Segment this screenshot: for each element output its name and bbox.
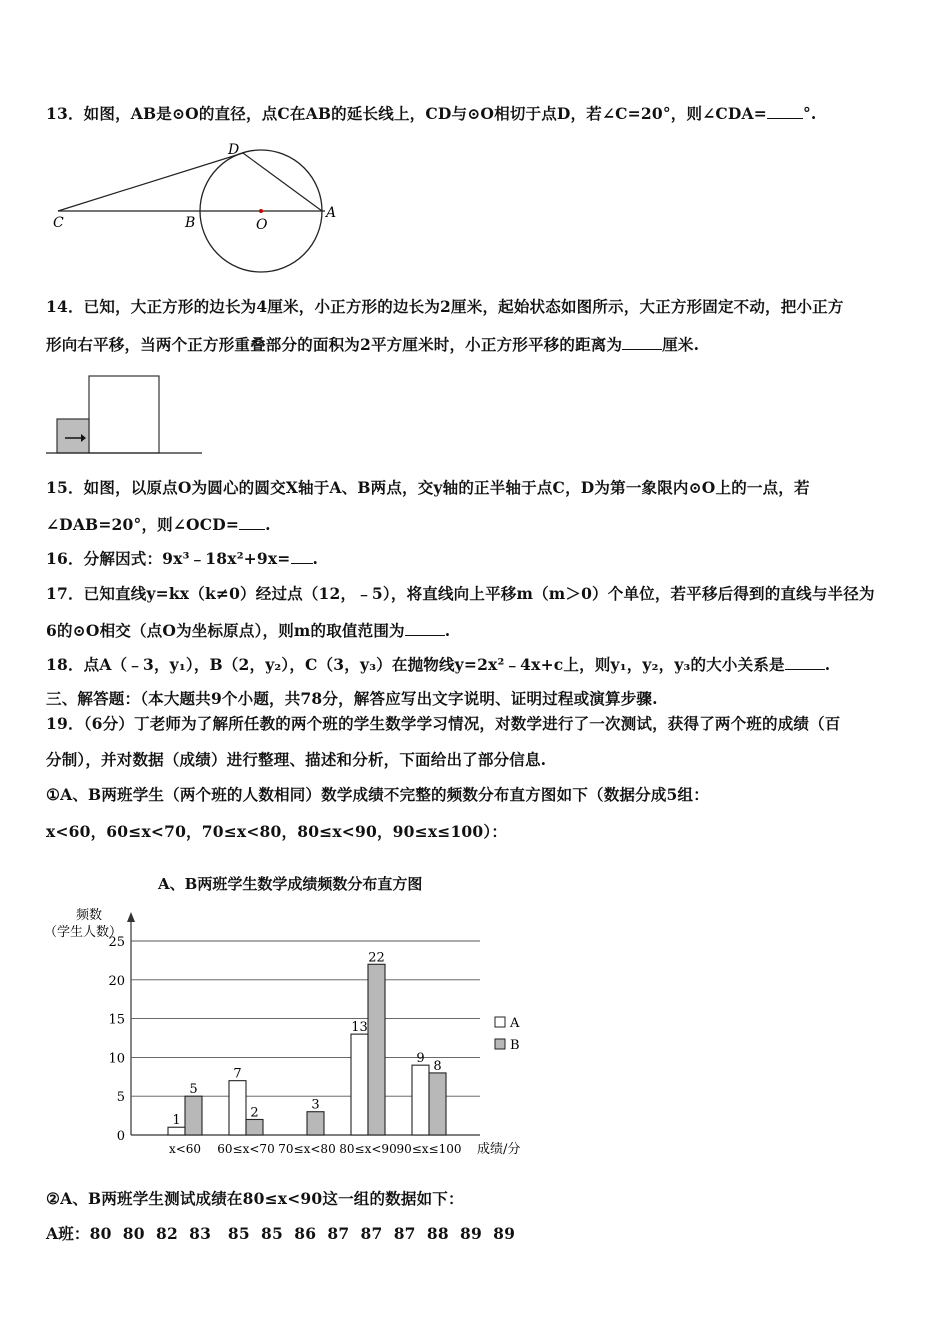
bar-A-4 xyxy=(412,1065,429,1135)
legend-swatch-A xyxy=(495,1017,505,1027)
label-O: O xyxy=(256,217,268,233)
q18-number: 18． xyxy=(46,655,84,674)
bar-B-4 xyxy=(429,1073,446,1135)
q13-text: 13．如图，AB是⊙O的直径，点C在AB的延长线上，CD与⊙O相切于点D，若∠C=20°，则∠CDA= °. xyxy=(46,104,817,123)
section3-heading: 三、解答题：（本大题共9个小题，共78分，解答应写出文字说明、证明过程或演算步骤. xyxy=(46,689,658,708)
q19-item1-line1: ①A、B两班学生（两个班的人数相同）数学成绩不完整的频数分布直方图如下（数据分成5组： xyxy=(46,785,709,804)
data-label: 13 xyxy=(351,1020,368,1036)
y-tick-label: 10 xyxy=(108,1051,125,1067)
label-C: C xyxy=(53,215,64,231)
x-axis-label: 成绩/分 xyxy=(477,1142,521,1157)
legend-label-A: A xyxy=(510,1016,520,1031)
x-tick-label: 70≤x<80 xyxy=(278,1142,336,1156)
bar-B-3 xyxy=(368,964,385,1135)
x-tick-label: 90≤x≤100 xyxy=(396,1142,462,1156)
x-tick-label: 80≤x<90 xyxy=(339,1142,397,1156)
q19-line1: 19．（6分）丁老师为了解所任教的两个班的学生数学学习情况，对数学进行了一次测试，获得了两个班的成绩（百 xyxy=(46,714,841,733)
class-a-scores: 80 80 82 83 85 85 86 87 87 87 88 89 89 xyxy=(89,1224,516,1243)
legend-label-B: B xyxy=(510,1038,520,1053)
y-tick-label: 25 xyxy=(108,935,125,950)
q17-line1: 17．已知直线y=kx（k≠0）经过点（12，﹣5），将直线向上平移m（m＞0）个单位，若平移后得到的直线与半径为 xyxy=(46,584,875,603)
q13-answer-blank[interactable] xyxy=(767,103,803,120)
data-label: 3 xyxy=(311,1097,320,1113)
q19-item1-line2: x<60，60≤x<70，70≤x<80，80≤x<90，90≤x≤100）： xyxy=(46,822,508,841)
data-label: 2 xyxy=(250,1105,259,1121)
bar-B-2 xyxy=(307,1112,324,1135)
class-a-label: A班： xyxy=(46,1224,90,1243)
q15-answer-blank[interactable] xyxy=(239,514,265,531)
legend-swatch-B xyxy=(495,1039,505,1049)
label-A: A xyxy=(326,205,337,221)
x-tick-label: 60≤x<70 xyxy=(217,1142,275,1156)
histogram-chart xyxy=(40,900,540,1165)
label-D: D xyxy=(228,142,240,158)
y-tick-label: 0 xyxy=(116,1129,125,1144)
q13-circle-figure xyxy=(40,135,360,280)
q14-squares-figure xyxy=(44,370,209,460)
q14-number: 14． xyxy=(46,297,84,316)
q14-answer-blank[interactable] xyxy=(622,334,662,351)
data-label: 1 xyxy=(172,1113,181,1129)
q14-line2: 形向右平移，当两个正方形重叠部分的面积为2平方厘米时，小正方形平移的距离为 厘米. xyxy=(46,335,700,354)
q14-line1: 14．已知，大正方形的边长为4厘米，小正方形的边长为2厘米，起始状态如图所示，大正方形固定不动，把小正方 xyxy=(46,297,844,316)
y-axis-arrow xyxy=(127,912,135,922)
y-tick-label: 5 xyxy=(116,1090,125,1106)
data-label: 7 xyxy=(233,1066,242,1082)
q15-number: 15． xyxy=(46,478,84,497)
class-a-scores-line xyxy=(46,1222,515,1244)
bar-A-1 xyxy=(229,1081,246,1135)
x-tick-label: x<60 xyxy=(168,1142,202,1156)
q19-line2: 分制），并对数据（成绩）进行整理、描述和分析，下面给出了部分信息. xyxy=(46,750,547,769)
q16-number: 16． xyxy=(46,549,84,568)
bar-B-1 xyxy=(246,1119,263,1135)
y-tick-label: 15 xyxy=(108,1012,125,1028)
q15-line1: 15．如图，以原点O为圆心的圆交X轴于A、B两点，交y轴的正半轴于点C，D为第一象限内⊙O上的一点，若 xyxy=(46,478,810,497)
q17-line2: 6的⊙O相交（点O为坐标原点），则m的取值范围为 . xyxy=(46,621,451,640)
q18-answer-blank[interactable] xyxy=(785,654,825,671)
data-label: 22 xyxy=(368,950,385,966)
y-axis-sublabel: （学生人数） xyxy=(44,925,123,940)
data-label: 8 xyxy=(433,1058,442,1074)
q16-answer-blank[interactable] xyxy=(291,548,313,565)
q16-text: 16．分解因式：9x³﹣18x²+9x= . xyxy=(46,549,319,568)
q17-number: 17． xyxy=(46,584,84,603)
q13-number: 13． xyxy=(46,104,84,123)
bar-B-0 xyxy=(185,1096,202,1135)
q19-item2: ②A、B两班学生测试成绩在80≤x<90这一组的数据如下： xyxy=(46,1189,464,1208)
chart-title: A、B两班学生数学成绩频数分布直方图 xyxy=(158,875,423,893)
q18-text: 18．点A（﹣3，y₁），B（2，y₂），C（3，y₃）在抛物线y=2x²﹣4x+c上，则y₁，y₂，y₃的大小关系是 . xyxy=(46,655,831,674)
bar-A-0 xyxy=(168,1127,185,1135)
y-axis-label: 频数 xyxy=(76,908,103,923)
y-tick-label: 20 xyxy=(108,973,125,989)
data-label: 9 xyxy=(416,1051,425,1067)
data-label: 5 xyxy=(189,1082,198,1098)
bar-A-3 xyxy=(351,1034,368,1135)
q15-line2: ∠DAB=20°，则∠OCD= . xyxy=(46,515,271,534)
q19-number: 19． xyxy=(46,714,84,733)
label-B: B xyxy=(185,215,196,231)
q17-answer-blank[interactable] xyxy=(405,620,445,637)
